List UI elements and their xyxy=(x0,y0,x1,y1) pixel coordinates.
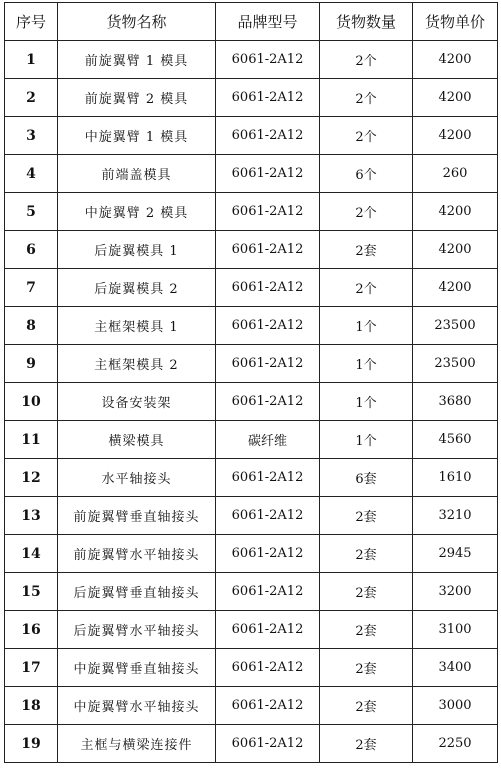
row-index: 9 xyxy=(5,345,58,383)
table-row xyxy=(5,117,498,155)
quantity: 2套 xyxy=(320,611,413,649)
row-index: 3 xyxy=(5,117,58,155)
goods-name: 主框与横梁连接件 xyxy=(58,725,216,763)
quantity: 1个 xyxy=(320,421,413,459)
goods-name: 主框架模具 1 xyxy=(58,307,216,345)
unit-price: 3400 xyxy=(413,649,498,687)
table-body xyxy=(5,41,498,763)
quantity: 2个 xyxy=(320,193,413,231)
brand-model: 碳纤维 xyxy=(216,421,320,459)
quantity: 2个 xyxy=(320,117,413,155)
goods-table xyxy=(4,2,498,763)
table-row xyxy=(5,231,498,269)
row-index: 18 xyxy=(5,687,58,725)
table-row xyxy=(5,383,498,421)
table-row xyxy=(5,535,498,573)
quantity: 2套 xyxy=(320,535,413,573)
goods-name: 中旋翼臂水平轴接头 xyxy=(58,687,216,725)
row-index: 19 xyxy=(5,725,58,763)
goods-name: 后旋翼模具 2 xyxy=(58,269,216,307)
header-unit-price: 货物单价 xyxy=(413,3,498,41)
unit-price: 1610 xyxy=(413,459,498,497)
row-index: 10 xyxy=(5,383,58,421)
row-index: 4 xyxy=(5,155,58,193)
brand-model: 6061-2A12 xyxy=(216,573,320,611)
brand-model: 6061-2A12 xyxy=(216,193,320,231)
unit-price: 23500 xyxy=(413,307,498,345)
table-row xyxy=(5,459,498,497)
goods-name: 前旋翼臂水平轴接头 xyxy=(58,535,216,573)
unit-price: 4200 xyxy=(413,231,498,269)
unit-price: 23500 xyxy=(413,345,498,383)
table-row xyxy=(5,497,498,535)
unit-price: 3200 xyxy=(413,573,498,611)
unit-price: 4200 xyxy=(413,193,498,231)
table-row xyxy=(5,269,498,307)
brand-model: 6061-2A12 xyxy=(216,117,320,155)
brand-model: 6061-2A12 xyxy=(216,383,320,421)
brand-model: 6061-2A12 xyxy=(216,649,320,687)
quantity: 6个 xyxy=(320,155,413,193)
unit-price: 3000 xyxy=(413,687,498,725)
row-index: 13 xyxy=(5,497,58,535)
table-row xyxy=(5,725,498,763)
brand-model: 6061-2A12 xyxy=(216,345,320,383)
unit-price: 4200 xyxy=(413,41,498,79)
goods-name: 主框架模具 2 xyxy=(58,345,216,383)
brand-model: 6061-2A12 xyxy=(216,611,320,649)
quantity: 2套 xyxy=(320,497,413,535)
table-header-row xyxy=(5,3,498,41)
row-index: 11 xyxy=(5,421,58,459)
goods-name: 前旋翼臂 1 模具 xyxy=(58,41,216,79)
unit-price: 3100 xyxy=(413,611,498,649)
quantity: 1个 xyxy=(320,383,413,421)
row-index: 5 xyxy=(5,193,58,231)
unit-price: 4200 xyxy=(413,79,498,117)
goods-name: 横梁模具 xyxy=(58,421,216,459)
quantity: 2套 xyxy=(320,687,413,725)
table-row xyxy=(5,41,498,79)
goods-name: 后旋翼臂水平轴接头 xyxy=(58,611,216,649)
brand-model: 6061-2A12 xyxy=(216,79,320,117)
goods-name: 水平轴接头 xyxy=(58,459,216,497)
table-row xyxy=(5,649,498,687)
row-index: 16 xyxy=(5,611,58,649)
goods-name: 中旋翼臂垂直轴接头 xyxy=(58,649,216,687)
unit-price: 3210 xyxy=(413,497,498,535)
goods-name: 后旋翼臂垂直轴接头 xyxy=(58,573,216,611)
table-row xyxy=(5,687,498,725)
quantity: 2套 xyxy=(320,649,413,687)
row-index: 14 xyxy=(5,535,58,573)
brand-model: 6061-2A12 xyxy=(216,41,320,79)
table-row xyxy=(5,79,498,117)
goods-name: 设备安装架 xyxy=(58,383,216,421)
unit-price: 2945 xyxy=(413,535,498,573)
brand-model: 6061-2A12 xyxy=(216,725,320,763)
goods-name: 后旋翼模具 1 xyxy=(58,231,216,269)
row-index: 8 xyxy=(5,307,58,345)
table-row xyxy=(5,345,498,383)
unit-price: 2250 xyxy=(413,725,498,763)
brand-model: 6061-2A12 xyxy=(216,687,320,725)
table-row xyxy=(5,421,498,459)
goods-name: 中旋翼臂 1 模具 xyxy=(58,117,216,155)
quantity: 2套 xyxy=(320,725,413,763)
table-row xyxy=(5,573,498,611)
table-row xyxy=(5,155,498,193)
quantity: 2套 xyxy=(320,573,413,611)
header-index: 序号 xyxy=(5,3,58,41)
quantity: 1个 xyxy=(320,345,413,383)
quantity: 6套 xyxy=(320,459,413,497)
quantity: 2套 xyxy=(320,231,413,269)
row-index: 6 xyxy=(5,231,58,269)
unit-price: 4200 xyxy=(413,117,498,155)
header-goods-name: 货物名称 xyxy=(58,3,216,41)
brand-model: 6061-2A12 xyxy=(216,497,320,535)
row-index: 7 xyxy=(5,269,58,307)
quantity: 2个 xyxy=(320,41,413,79)
brand-model: 6061-2A12 xyxy=(216,269,320,307)
quantity: 2个 xyxy=(320,79,413,117)
goods-name: 前旋翼臂 2 模具 xyxy=(58,79,216,117)
table-row xyxy=(5,307,498,345)
unit-price: 4200 xyxy=(413,269,498,307)
unit-price: 3680 xyxy=(413,383,498,421)
brand-model: 6061-2A12 xyxy=(216,155,320,193)
brand-model: 6061-2A12 xyxy=(216,307,320,345)
row-index: 15 xyxy=(5,573,58,611)
quantity: 1个 xyxy=(320,307,413,345)
goods-table-container xyxy=(4,2,498,763)
header-quantity: 货物数量 xyxy=(320,3,413,41)
row-index: 17 xyxy=(5,649,58,687)
goods-name: 中旋翼臂 2 模具 xyxy=(58,193,216,231)
goods-name: 前旋翼臂垂直轴接头 xyxy=(58,497,216,535)
brand-model: 6061-2A12 xyxy=(216,231,320,269)
brand-model: 6061-2A12 xyxy=(216,535,320,573)
row-index: 1 xyxy=(5,41,58,79)
goods-name: 前端盖模具 xyxy=(58,155,216,193)
header-brand-model: 品牌型号 xyxy=(216,3,320,41)
unit-price: 4560 xyxy=(413,421,498,459)
quantity: 2个 xyxy=(320,269,413,307)
table-row xyxy=(5,193,498,231)
table-row xyxy=(5,611,498,649)
row-index: 2 xyxy=(5,79,58,117)
brand-model: 6061-2A12 xyxy=(216,459,320,497)
row-index: 12 xyxy=(5,459,58,497)
unit-price: 260 xyxy=(413,155,498,193)
